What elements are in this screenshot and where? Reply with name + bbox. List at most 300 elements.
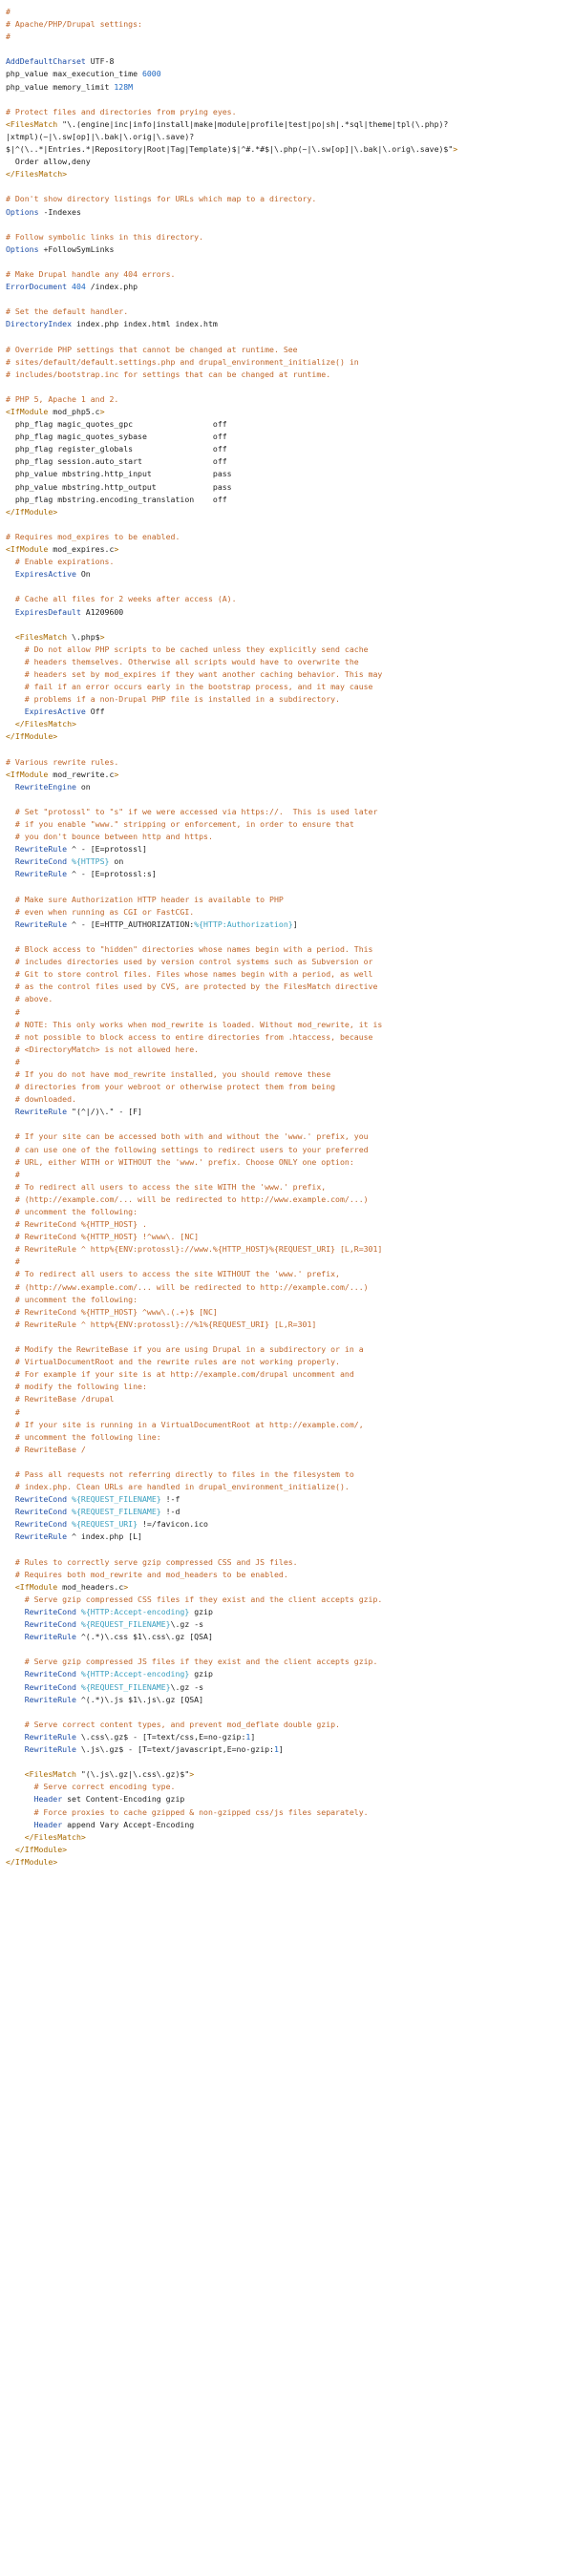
code-token	[6, 1494, 15, 1504]
code-token: # VirtualDocumentRoot and the rewrite rules are not working properly.	[6, 1357, 340, 1367]
code-line	[6, 481, 573, 494]
code-line	[6, 906, 573, 918]
code-token: >	[114, 544, 119, 555]
code-token: #	[6, 1169, 20, 1179]
code-token	[6, 1732, 25, 1742]
code-line	[6, 1206, 573, 1218]
code-line	[6, 1406, 573, 1419]
code-token: # Force proxies to cache gzipped & non-gzipped css/js files separately.	[6, 1806, 369, 1817]
code-line	[6, 393, 573, 406]
code-line	[6, 431, 573, 443]
code-line	[6, 1706, 573, 1719]
code-token: # not possible to block access to entire directories from .htaccess, because	[6, 1031, 373, 1042]
code-token: # RewriteBase /	[6, 1444, 86, 1454]
code-line	[6, 1806, 573, 1819]
code-line	[6, 1768, 573, 1781]
code-line	[6, 1368, 573, 1381]
code-line	[6, 1756, 573, 1768]
code-token	[6, 856, 15, 866]
code-line	[6, 143, 573, 156]
code-line	[6, 1743, 573, 1756]
code-token: /index.php	[85, 282, 138, 292]
code-token: # you don't bounce between http and https.	[6, 832, 213, 842]
code-line	[6, 681, 573, 693]
code-token: -Indexes	[38, 206, 81, 217]
code-line	[6, 168, 573, 180]
code-line	[6, 631, 573, 644]
code-token: AddDefaultCharset	[6, 56, 86, 67]
code-line	[6, 131, 573, 143]
code-line	[6, 581, 573, 593]
code-token	[6, 1695, 25, 1704]
code-token: RewriteCond	[24, 1669, 76, 1679]
code-line	[6, 1731, 573, 1743]
code-token: # includes directories used by version control systems such as Subversion or	[6, 957, 373, 967]
code-token: !-f	[160, 1494, 180, 1505]
code-line	[6, 1781, 573, 1793]
code-token: # Various rewrite rules.	[6, 756, 119, 767]
code-token	[6, 1820, 34, 1829]
code-token: php_value mbstring.http_output pass	[6, 481, 232, 492]
code-token: RewriteRule	[14, 1531, 68, 1542]
code-line	[6, 818, 573, 831]
code-token	[6, 1682, 25, 1692]
code-token: </IfModule>	[6, 1856, 58, 1867]
code-line	[6, 1156, 573, 1169]
code-line	[6, 1331, 573, 1343]
code-line	[6, 1581, 573, 1594]
code-line	[6, 831, 573, 843]
code-token: php_flag magic_quotes_sybase off	[6, 432, 227, 442]
code-line	[6, 1468, 573, 1481]
code-line	[6, 806, 573, 818]
code-token: Header	[33, 1794, 63, 1805]
code-token: ExpiresActive	[24, 707, 86, 717]
code-token: # <DirectoryMatch> is not allowed here.	[6, 1044, 200, 1054]
code-line	[6, 1493, 573, 1506]
code-line	[6, 868, 573, 880]
code-line	[6, 730, 573, 743]
code-token: 1	[245, 1731, 251, 1742]
code-line	[6, 1606, 573, 1618]
code-token: <IfModule	[6, 769, 49, 779]
code-token: \.php$	[67, 631, 100, 642]
code-line	[6, 1694, 573, 1706]
code-token: # RewriteCond %{HTTP_HOST} .	[6, 1219, 147, 1230]
code-token: RewriteRule	[14, 1107, 68, 1117]
code-token: # headers themselves. Otherwise all scripts would have to overwrite the	[6, 656, 359, 666]
code-line	[6, 1393, 573, 1405]
code-line	[6, 1844, 573, 1856]
code-token: # uncomment the following line:	[6, 1431, 161, 1442]
code-line	[6, 693, 573, 706]
code-line	[6, 206, 573, 219]
code-token: RewriteCond	[14, 1507, 68, 1517]
code-line	[6, 1531, 573, 1543]
code-token: # URL, either WITH or WITHOUT the 'www.' prefix. Choose ONLY one option:	[6, 1156, 354, 1167]
code-token: ^(.*)\.css $1\.css\.gz [QSA]	[75, 1632, 213, 1642]
code-token	[6, 869, 15, 878]
code-token: # downloaded.	[6, 1094, 76, 1105]
code-line	[6, 1306, 573, 1319]
code-token: 1	[273, 1744, 279, 1755]
code-line	[6, 1218, 573, 1231]
code-token	[6, 782, 15, 792]
code-token: RewriteCond	[14, 856, 68, 867]
code-line	[6, 330, 573, 343]
code-token: # If your site is running in a VirtualDocumentRoot at http://example.com/,	[6, 1419, 364, 1429]
code-token: ]	[278, 1744, 284, 1755]
code-line	[6, 1656, 573, 1668]
code-token: mod_headers.c	[57, 1581, 124, 1592]
code-line	[6, 156, 573, 168]
code-line	[6, 256, 573, 268]
code-line	[6, 243, 573, 256]
code-token	[6, 1607, 25, 1616]
code-line	[6, 1268, 573, 1280]
code-line	[6, 94, 573, 106]
code-token: # Follow symbolic links in this directory.	[6, 231, 204, 242]
code-line	[6, 1019, 573, 1031]
code-token: <FilesMatch	[24, 1769, 76, 1780]
code-token	[6, 1794, 34, 1804]
code-token	[6, 1744, 25, 1754]
code-token: # Serve correct content types, and prevent mod_deflate double gzip.	[6, 1719, 340, 1729]
code-token: # uncomment the following:	[6, 1294, 138, 1304]
code-token: ^ index.php [L]	[67, 1531, 142, 1542]
code-token: php_flag magic_quotes_gpc off	[6, 419, 227, 430]
code-token: ]	[292, 918, 298, 929]
code-token: 6000	[141, 69, 161, 79]
code-line	[6, 6, 573, 18]
code-token: </FilesMatch>	[14, 719, 76, 729]
code-token: # Pass all requests not referring directly to files in the filesystem to	[6, 1468, 354, 1479]
code-line	[6, 1068, 573, 1081]
code-line	[6, 318, 573, 330]
code-token: </FilesMatch>	[6, 169, 68, 179]
code-token: <FilesMatch	[6, 118, 58, 129]
code-line	[6, 193, 573, 205]
code-line	[6, 1381, 573, 1393]
code-token: %{REQUEST_FILENAME}	[80, 1619, 171, 1630]
code-line	[6, 543, 573, 556]
code-token: # Make sure Authorization HTTP header is available to PHP	[6, 894, 284, 904]
code-token: </IfModule>	[14, 1844, 68, 1854]
code-token: \.js\.gz$ - [T=text/javascript,E=no-gzip:	[75, 1744, 274, 1755]
code-token	[6, 1582, 15, 1592]
code-token	[6, 844, 15, 854]
code-token: # Rules to correctly serve gzip compressed CSS and JS files.	[6, 1556, 298, 1567]
code-token: # can use one of the following settings to redirect users to your preferred	[6, 1144, 369, 1154]
code-token: Header	[33, 1819, 63, 1829]
code-token: # problems if a non-Drupal PHP file is installed in a subdirectory.	[6, 694, 340, 705]
code-line	[6, 644, 573, 656]
code-token: A1209600	[80, 606, 124, 617]
code-line	[6, 1081, 573, 1093]
code-line	[6, 106, 573, 118]
code-token: # headers set by mod_expires if they want another caching behavior. This may	[6, 668, 383, 679]
code-token: ]	[250, 1731, 256, 1742]
code-line	[6, 406, 573, 418]
code-line	[6, 455, 573, 468]
code-line	[6, 1856, 573, 1869]
code-token	[6, 1531, 15, 1541]
code-line	[6, 656, 573, 668]
code-line	[6, 706, 573, 718]
code-line	[6, 1594, 573, 1606]
code-line	[6, 668, 573, 681]
code-token: >	[189, 1769, 195, 1780]
code-token: %{REQUEST_FILENAME}	[72, 1494, 161, 1505]
code-token: RewriteEngine	[14, 781, 76, 792]
code-token: # Apache/PHP/Drupal settings:	[6, 19, 142, 30]
code-line	[6, 993, 573, 1005]
code-token: ^ - [E=protossl:s]	[67, 869, 157, 879]
code-token: !-d	[160, 1507, 180, 1517]
code-token: RewriteCond	[14, 1494, 68, 1505]
code-line	[6, 1831, 573, 1844]
code-line	[6, 556, 573, 568]
code-line	[6, 744, 573, 756]
code-token: RewriteCond	[14, 1519, 68, 1530]
code-token: on	[75, 781, 91, 792]
code-token: >	[123, 1581, 129, 1592]
code-token: >	[114, 769, 119, 779]
code-token: </FilesMatch>	[24, 1831, 86, 1842]
code-token: php_flag mbstring.encoding_translation off	[6, 494, 227, 504]
code-token: # For example if your site is at http://example.com/drupal uncomment and	[6, 1369, 354, 1380]
code-token: Options	[6, 206, 39, 217]
code-token	[6, 719, 15, 728]
code-line	[6, 968, 573, 981]
code-token: # Block access to "hidden" directories whose names begin with a period. This	[6, 944, 373, 955]
code-token: >	[99, 407, 105, 416]
code-token: # above.	[6, 994, 53, 1004]
code-token: On	[75, 569, 91, 580]
code-line	[6, 268, 573, 281]
code-token: +FollowSymLinks	[38, 243, 115, 254]
code-line	[6, 1668, 573, 1680]
code-line	[6, 1481, 573, 1493]
code-line	[6, 1044, 573, 1056]
code-line	[6, 369, 573, 381]
code-line	[6, 443, 573, 455]
code-token: # To redirect all users to access the site WITHOUT the 'www.' prefix,	[6, 1269, 340, 1279]
code-token: %{HTTP:Accept-encoding}	[80, 1669, 190, 1679]
code-token: %{REQUEST_FILENAME}	[80, 1681, 171, 1692]
code-line	[6, 1130, 573, 1143]
code-token: # RewriteRule ^ http%{ENV:protossl}://%1%{REQUEST_URI} [L,R=301]	[6, 1319, 317, 1329]
code-token	[6, 607, 15, 617]
code-token: </IfModule>	[6, 731, 58, 742]
code-token: RewriteRule	[14, 844, 68, 855]
code-token: php_value mbstring.http_input pass	[6, 469, 232, 479]
code-token: # sites/default/default.settings.php and drupal_environment_initialize() in	[6, 356, 359, 367]
code-token: RewriteRule	[24, 1632, 76, 1642]
code-token	[6, 1832, 25, 1842]
code-token	[6, 632, 15, 642]
code-line	[6, 1294, 573, 1306]
code-token	[6, 919, 15, 929]
code-line	[6, 1231, 573, 1243]
code-line	[6, 1093, 573, 1106]
code-token: 128M	[114, 81, 134, 92]
code-token: !=/favicon.ico	[138, 1519, 208, 1530]
code-token: php_flag register_globals off	[6, 444, 227, 454]
code-line	[6, 1243, 573, 1256]
code-line	[6, 981, 573, 993]
code-token: UTF-8	[85, 56, 115, 67]
code-line	[6, 1456, 573, 1468]
code-token: # Git to store control files. Files whose names begin with a period, as well	[6, 969, 373, 980]
code-token: #	[6, 32, 11, 42]
code-token: # (http://www.example.com/... will be redirected to http://example.com/...)	[6, 1281, 369, 1292]
code-line	[6, 855, 573, 868]
code-token: # RewriteCond %{HTTP_HOST} ^www\.(.+)$ [NC]	[6, 1306, 218, 1317]
code-line	[6, 781, 573, 793]
code-token: RewriteCond	[24, 1619, 76, 1630]
code-line	[6, 180, 573, 193]
code-line	[6, 1556, 573, 1569]
code-token: # Requires both mod_rewrite and mod_headers to be enabled.	[6, 1569, 288, 1579]
code-line	[6, 1569, 573, 1581]
code-line	[6, 518, 573, 531]
code-line	[6, 769, 573, 781]
code-token: # Make Drupal handle any 404 errors.	[6, 268, 176, 279]
code-token	[6, 1632, 25, 1641]
code-token: index.php index.html index.htm	[72, 319, 218, 329]
code-token	[6, 1669, 25, 1679]
code-token: # fail if an error occurs early in the bootstrap process, and it may cause	[6, 682, 373, 692]
code-line	[6, 1431, 573, 1444]
code-token: %{HTTP:Accept-encoding}	[80, 1607, 190, 1616]
code-line	[6, 956, 573, 968]
code-line	[6, 293, 573, 306]
code-line	[6, 606, 573, 619]
code-line	[6, 281, 573, 293]
code-line	[6, 1518, 573, 1531]
code-token: # Modify the RewriteBase if you are using Drupal in a subdirectory or in a	[6, 1344, 364, 1355]
code-token: # Serve gzip compressed JS files if they exist and the client accepts gzip.	[6, 1657, 378, 1667]
code-line	[6, 219, 573, 231]
code-line	[6, 1144, 573, 1156]
code-token: mod_php5.c	[48, 407, 100, 416]
code-line	[6, 81, 573, 94]
code-token: on	[109, 856, 124, 867]
code-token: # even when running as CGI or FastCGI.	[6, 906, 195, 917]
code-token: # Cache all files for 2 weeks after access (A).	[6, 594, 237, 604]
code-token: RewriteRule	[24, 1694, 76, 1704]
code-line	[6, 1618, 573, 1631]
code-line	[6, 1681, 573, 1694]
code-token: gzip	[189, 1669, 213, 1679]
code-token: # If you do not have mod_rewrite installed, you should remove these	[6, 1068, 331, 1079]
code-token: RewriteRule	[14, 869, 68, 879]
code-line	[6, 1193, 573, 1206]
code-token: #	[6, 1006, 20, 1017]
code-token: # If your site can be accessed both with and without the 'www.' prefix, you	[6, 1131, 369, 1142]
code-token: mod_rewrite.c	[48, 769, 115, 779]
code-line	[6, 619, 573, 631]
code-token	[6, 707, 25, 716]
code-token: %{REQUEST_FILENAME}	[72, 1507, 161, 1517]
code-line	[6, 381, 573, 393]
code-token: # Enable expirations.	[6, 557, 115, 567]
code-line	[6, 843, 573, 855]
code-line	[6, 418, 573, 431]
code-token: # if you enable "www." stripping or enforcement, in order to ensure that	[6, 819, 354, 830]
code-line	[6, 1169, 573, 1181]
code-token	[6, 1845, 15, 1854]
code-token: %{HTTP:Authorization}	[194, 918, 293, 929]
code-token	[6, 1769, 25, 1779]
code-token: ^ - [E=protossl]	[67, 844, 147, 855]
code-line	[6, 306, 573, 318]
code-token	[6, 569, 15, 579]
code-line	[6, 231, 573, 243]
code-token: %{REQUEST_URI}	[72, 1519, 138, 1530]
code-line	[6, 1256, 573, 1268]
code-token: \.css\.gz$ - [T=text/css,E=no-gzip:	[75, 1731, 246, 1742]
code-token: #	[6, 7, 11, 16]
code-token: %{HTTPS}	[72, 856, 110, 867]
code-line	[6, 894, 573, 906]
code-token: $|^(\..*|Entries.*|Repository|Root|Tag|Template)$|^#.*#$|\.php(~|\.sw[op]|\.bak|\.orig\.save)$"	[6, 144, 454, 155]
code-token: # NOTE: This only works when mod_rewrite is loaded. Without mod_rewrite, it is	[6, 1019, 383, 1029]
code-token: RewriteRule	[24, 1731, 76, 1742]
code-token: <FilesMatch	[14, 631, 68, 642]
code-line	[6, 344, 573, 356]
code-token: # uncomment the following:	[6, 1207, 138, 1216]
code-token: # Do not allow PHP scripts to be cached unless they explicitly send cache	[6, 644, 369, 654]
code-token	[6, 1619, 25, 1629]
code-line	[6, 1719, 573, 1731]
code-token: \.gz -s	[170, 1681, 204, 1692]
code-line	[6, 356, 573, 369]
code-token: <IfModule	[14, 1581, 58, 1592]
code-line	[6, 1444, 573, 1456]
code-line	[6, 55, 573, 68]
code-token: DirectoryIndex	[6, 319, 73, 329]
code-token: # RewriteBase /drupal	[6, 1394, 115, 1404]
code-line	[6, 506, 573, 518]
code-token: RewriteCond	[24, 1681, 76, 1692]
code-line	[6, 1118, 573, 1130]
code-token: <IfModule	[6, 407, 49, 416]
code-line	[6, 1056, 573, 1068]
code-token: # Serve correct encoding type.	[6, 1782, 176, 1792]
code-token: # modify the following line:	[6, 1382, 147, 1392]
code-token: |xtmpl)(~|\.sw[op]|\.bak|\.orig|\.save)?	[6, 131, 195, 141]
code-line	[6, 1031, 573, 1044]
code-line	[6, 1356, 573, 1368]
code-token: >	[99, 631, 105, 642]
code-token: ExpiresDefault	[14, 606, 81, 617]
code-token: # (http://example.com/... will be redirected to http://www.example.com/...)	[6, 1193, 369, 1204]
code-line	[6, 1819, 573, 1831]
code-token: # Don't show directory listings for URLs which map to a directory.	[6, 194, 317, 204]
code-token: set Content-Encoding gzip	[62, 1794, 185, 1805]
code-line	[6, 1106, 573, 1118]
code-line	[6, 1793, 573, 1805]
code-line	[6, 793, 573, 806]
code-line	[6, 531, 573, 543]
code-line	[6, 68, 573, 80]
code-line	[6, 943, 573, 956]
code-line	[6, 1506, 573, 1518]
code-token: #	[6, 1056, 20, 1066]
code-token	[6, 1507, 15, 1516]
